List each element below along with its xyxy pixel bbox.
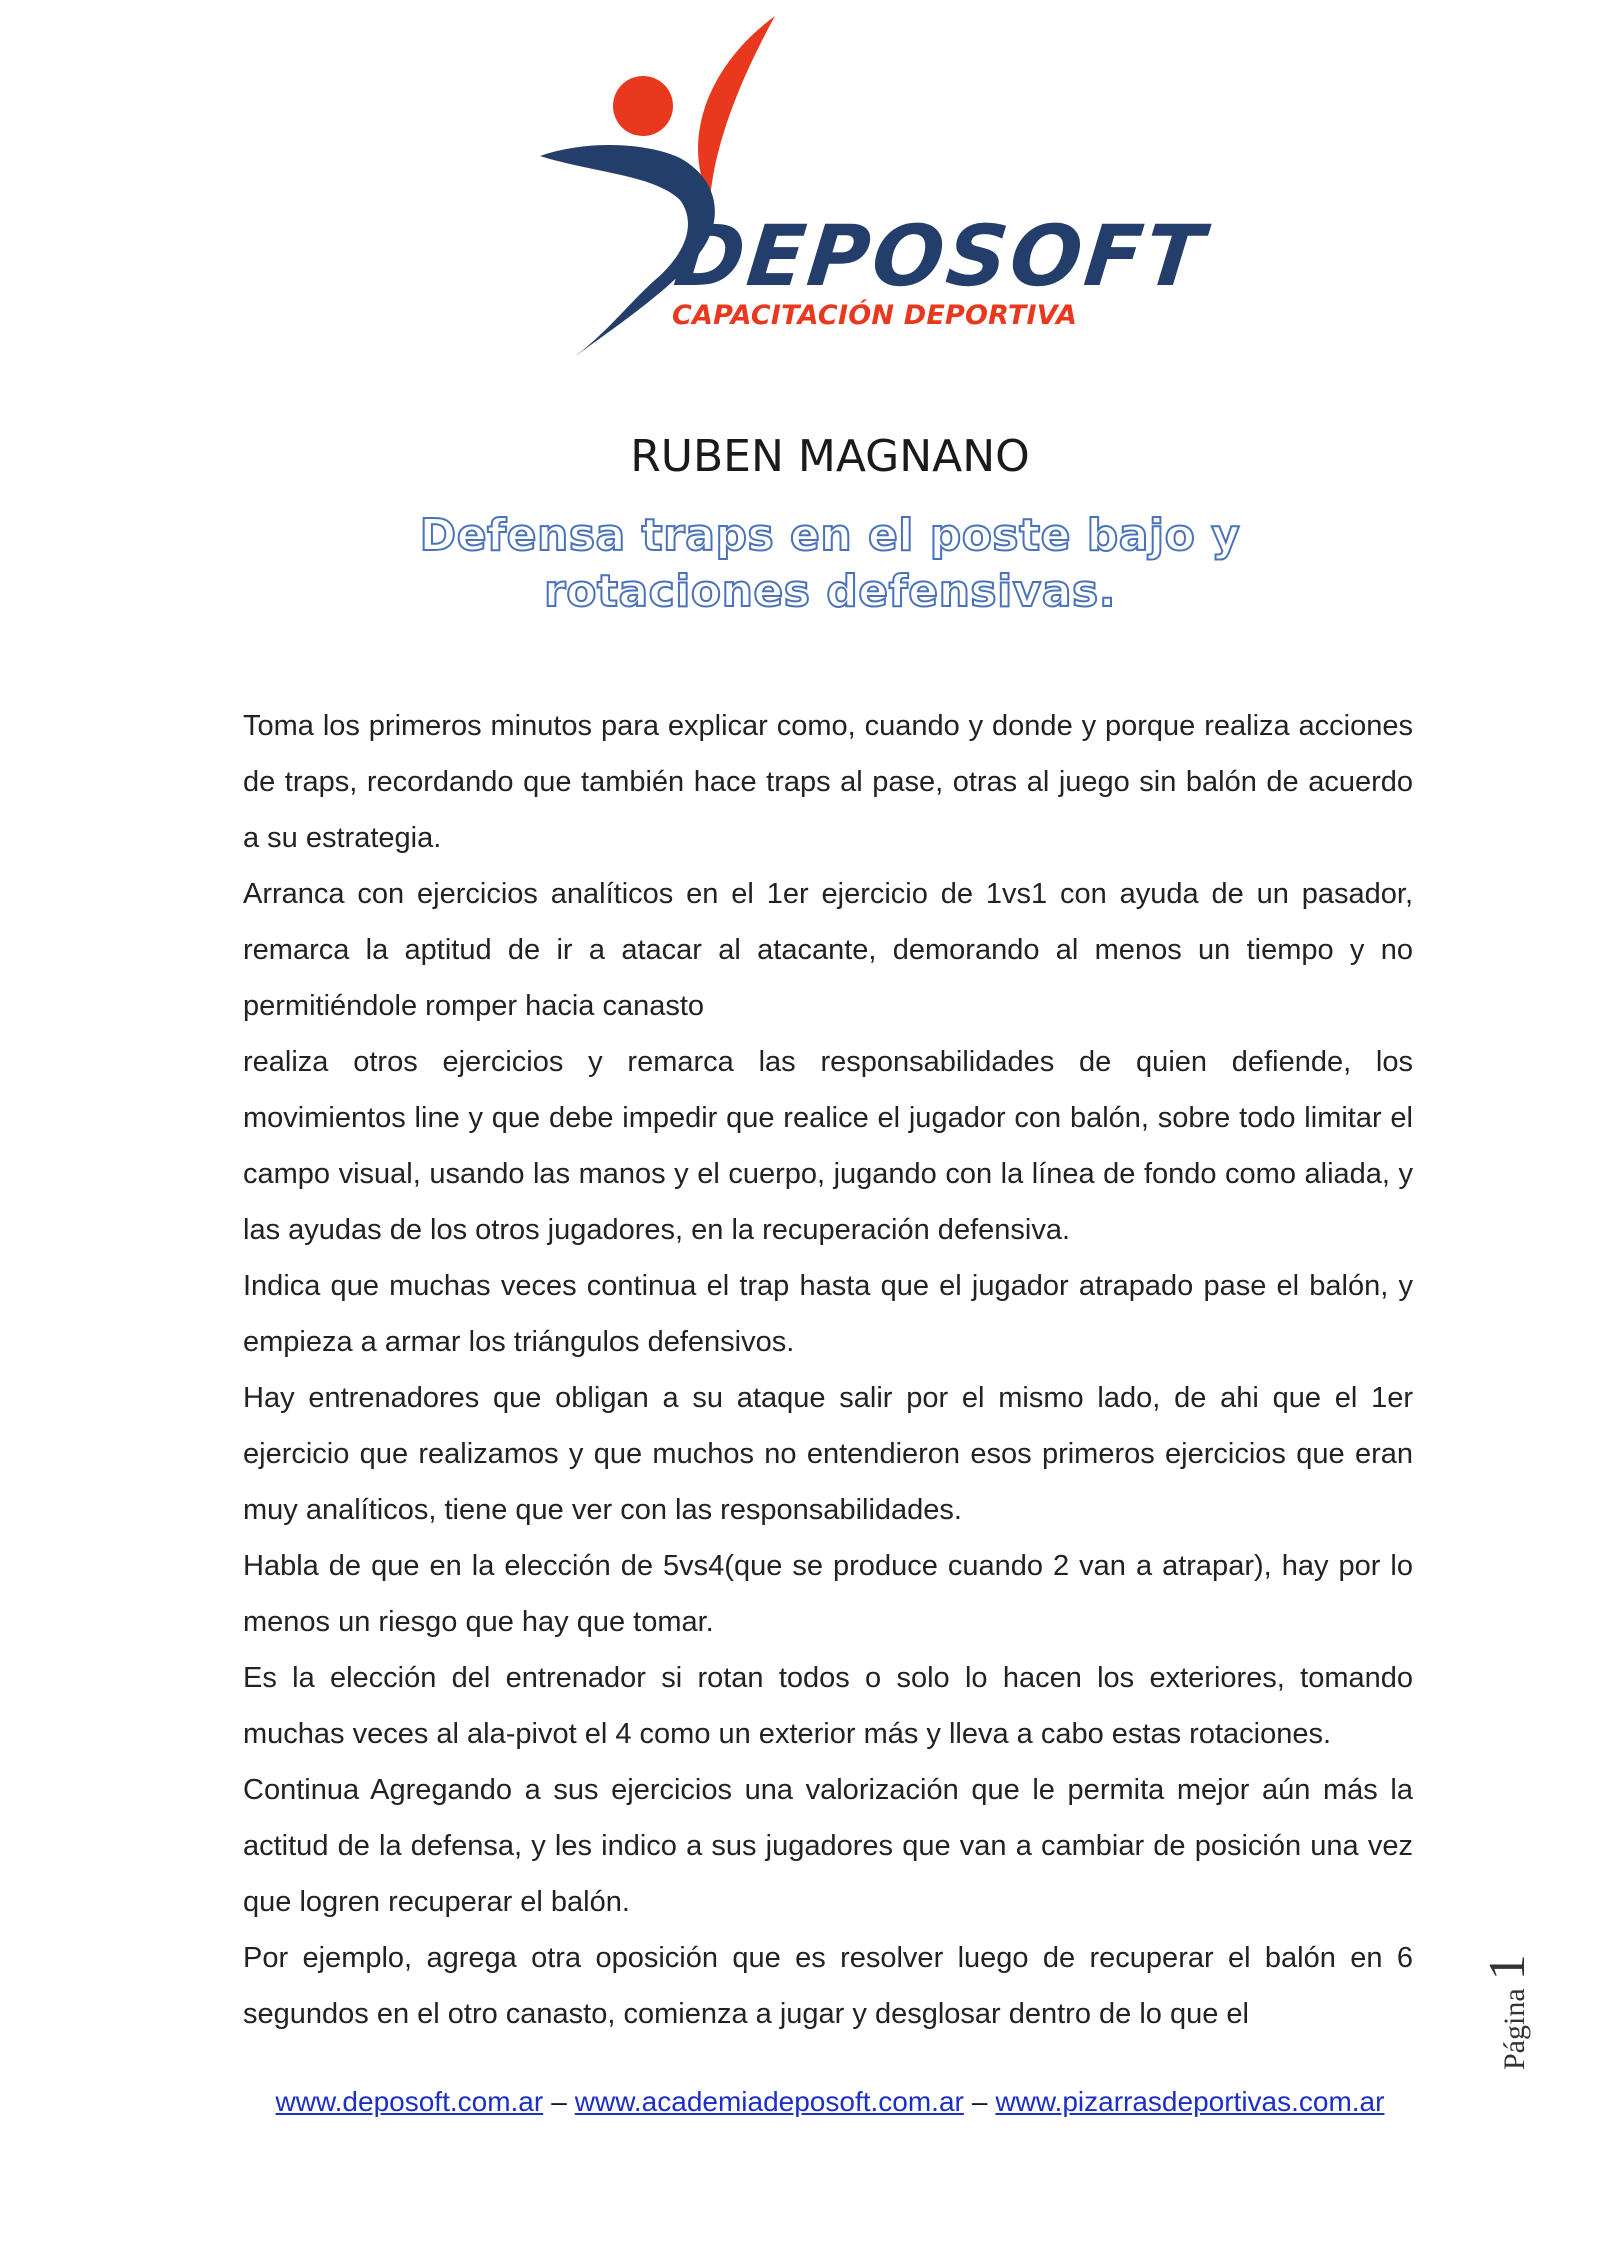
page-number [1478, 1890, 1538, 2070]
page-title: RUBEN MAGNANO [630, 431, 1030, 482]
paragraph: Habla de que en la elección de 5vs4(que se produce cuando 2 van a atrapar), hay por lo menos un riesgo que hay que tomar. [243, 1550, 1413, 1638]
paragraph: realiza otros ejercicios y remarca las responsabilidades de quien defiende, los movimientos line y que debe impedir que realice el jugador con balón, sobre todo limitar el campo visual, usando las manos y el cuerpo, jugando con la línea de fondo como aliada, y las ayudas de los otros jugadores, en la recuperación defensiva. [243, 1046, 1413, 1246]
document-body [243, 698, 1413, 2042]
paragraph: Hay entrenadores que obligan a su ataque salir por el mismo lado, de ahi que el 1er ejercicio que realizamos y que muchos no entendieron esos primeros ejercicios que eran muy analíticos, tiene que ver con las responsabilidades. [243, 1382, 1413, 1526]
page-label-number: 1 [1479, 1954, 1536, 1981]
footer-link-pizarras[interactable]: www.pizarrasdeportivas.com.ar [995, 2086, 1385, 2117]
paragraph: Es la elección del entrenador si rotan todos o solo lo hacen los exteriores, tomando muchas veces al ala-pivot el 4 como un exterior más y lleva a cabo estas rotaciones. [243, 1662, 1413, 1750]
paragraph: Toma los primeros minutos para explicar como, cuando y donde y porque realiza acciones de traps, recordando que también hace traps al pase, otras al juego sin balón de acuerdo a su estrategia. [243, 710, 1413, 854]
paragraph: Por ejemplo, agrega otra oposición que es resolver luego de recuperar el balón en 6 segundos en el otro canasto, comienza a jugar y desglosar dentro de lo que el [243, 1942, 1413, 2030]
logo-tagline: CAPACITACIÓN DEPORTIVA [672, 300, 1078, 331]
footer-separator: – [971, 2086, 988, 2117]
paragraph: Continua Agregando a sus ejercicios una valorización que le permita mejor aún más la actitud de la defensa, y les indico a sus jugadores que van a cambiar de posición una vez que logren recuperar el balón. [243, 1774, 1413, 1918]
logo-brand-text: DEPOSOFT [669, 207, 1211, 305]
page-subtitle: Defensa traps en el poste bajo y rotaciones defensivas. [419, 510, 1241, 617]
paragraph: Indica que muchas veces continua el trap hasta que el jugador atrapado pase el balón, y empieza a armar los triángulos defensivos. [243, 1270, 1413, 1358]
paragraph: Arranca con ejercicios analíticos en el 1er ejercicio de 1vs1 con ayuda de un pasador, remarca la aptitud de ir a atacar al atacante, demorando al menos un tiempo y no permitiéndole romper hacia canasto [243, 878, 1413, 1022]
page-label-word: Página [1498, 1988, 1531, 2070]
footer-link-academia[interactable]: www.academiadeposoft.com.ar [574, 2086, 964, 2117]
footer-link-deposoft[interactable]: www.deposoft.com.ar [275, 2086, 544, 2117]
footer [0, 2086, 1600, 2118]
footer-separator: – [551, 2086, 567, 2117]
